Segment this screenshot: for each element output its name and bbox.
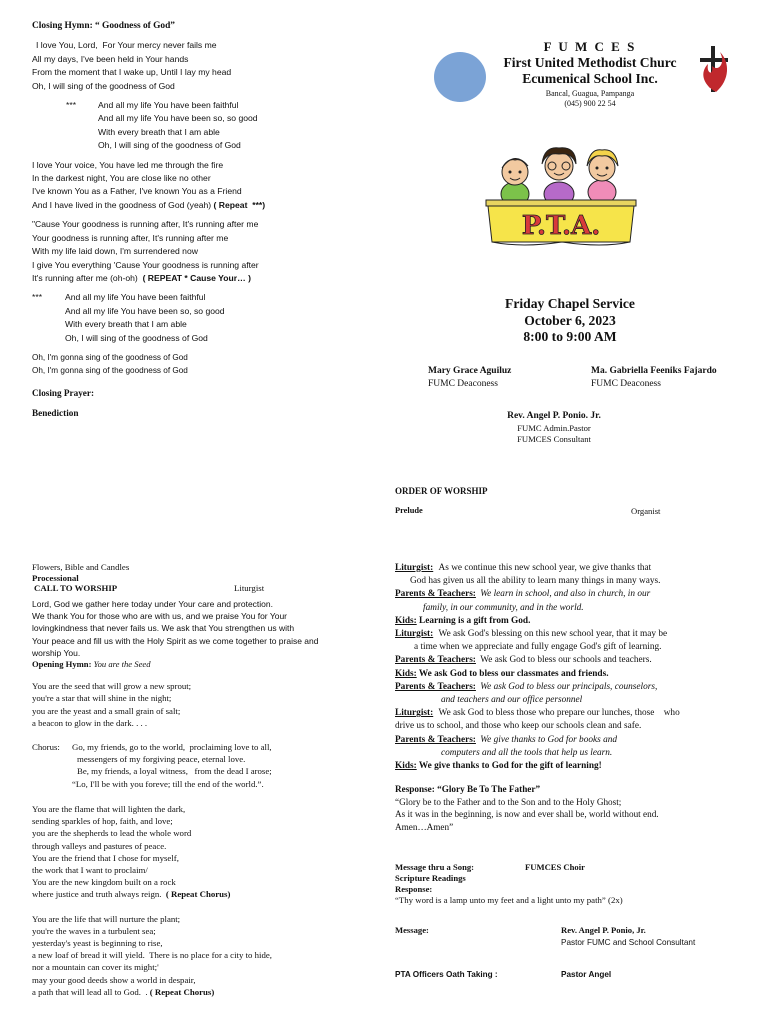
lyric-line: you're the waves in a turbulent sea; bbox=[32, 925, 156, 936]
lyric-line: “Lo, I'll be with you foreve; till the end of the world.”. bbox=[72, 778, 264, 789]
person-name: Mary Grace Aguiluz bbox=[428, 366, 512, 376]
lyric-line: All my days, I've been held in Your hands bbox=[32, 53, 189, 64]
pta-banner-text: P.T.A. bbox=[521, 211, 601, 241]
lyric-line: "Cause Your goodness is running after, It's running after me bbox=[32, 219, 259, 230]
lyric-line: may your good deeds show a world in despair, bbox=[32, 974, 196, 985]
lyric-line: Be, my friends, a loyal witness, from the dead I arose; bbox=[77, 766, 272, 777]
school-acronym: F U M C E S bbox=[543, 39, 637, 54]
organist-label: Organist bbox=[631, 506, 661, 516]
litany-role: Parents & Teachers: bbox=[395, 655, 476, 666]
message-song-label: Message thru a Song: bbox=[395, 862, 475, 872]
chorus-marker: *** bbox=[32, 292, 43, 303]
repeat-note: ( Repeat ***) bbox=[213, 199, 266, 210]
opening-hymn-label: Opening Hymn: bbox=[32, 659, 92, 670]
litany-parents-3 bbox=[395, 681, 740, 707]
litany-role: Parents & Teachers: bbox=[395, 681, 476, 692]
flowers-bible-candles: Flowers, Bible and Candles bbox=[32, 562, 130, 572]
lyric-line: messengers of my forgiving peace, eternal love. bbox=[77, 754, 246, 765]
litany-text: We ask God to bless those who prepare our lunches, those who bbox=[438, 708, 680, 719]
opening-hymn-row bbox=[32, 659, 377, 670]
litany-text: family, in our community, and in the world. bbox=[423, 602, 584, 613]
litany-role: Kids: bbox=[395, 761, 417, 772]
litany-text: We give thanks to God for the gift of learning! bbox=[418, 761, 602, 772]
litany-liturgist-3 bbox=[395, 707, 740, 733]
litany-kids-1 bbox=[395, 615, 740, 628]
litany-role: Parents & Teachers: bbox=[395, 589, 476, 600]
litany-parents-2 bbox=[395, 654, 740, 667]
prayer-line: worship You. bbox=[32, 647, 81, 658]
person-name: Rev. Angel P. Ponio. Jr. bbox=[507, 411, 601, 421]
lyric-line: In the darkest night, You are close like no other bbox=[32, 173, 211, 184]
lyric-line bbox=[32, 199, 372, 212]
lyric-line: You are the new kingdom built on a rock bbox=[32, 877, 176, 888]
litany-section bbox=[395, 562, 740, 834]
lyric-line: you are the shepherds to lead the whole word bbox=[32, 828, 192, 839]
litany-kids-3 bbox=[395, 760, 740, 773]
response-label: Response: bbox=[395, 884, 433, 894]
lyric-line: Oh, I'm gonna sing of the goodness of God bbox=[32, 352, 188, 362]
lyric-line: sending sparkles of hop, faith, and love; bbox=[32, 816, 173, 827]
lyric-line: With every breath that I am able bbox=[65, 319, 187, 330]
litany-parents-4 bbox=[395, 734, 740, 760]
closing-hymn-section bbox=[32, 20, 372, 420]
lyric-line: I've known You as a Father, I've known You as a Friend bbox=[32, 186, 242, 197]
lyric-line: you are the yeast and a small grain of salt; bbox=[32, 705, 181, 716]
message-song-section bbox=[395, 862, 740, 906]
person-role: FUMCES Consultant bbox=[517, 434, 591, 444]
litany-text: We ask God to bless our schools and teachers. bbox=[480, 655, 652, 666]
person-role: FUMC Deaconess bbox=[428, 378, 498, 389]
litany-kids-2 bbox=[395, 668, 740, 681]
litany-role: Liturgist: bbox=[395, 563, 434, 573]
choir-name: FUMCES Choir bbox=[525, 862, 585, 872]
call-to-worship-label: CALL TO WORSHIP bbox=[34, 583, 118, 594]
lyric-text: And I have lived in the goodness of God (yeah) bbox=[32, 199, 212, 210]
pta-oath-officiant: Pastor Angel bbox=[561, 970, 612, 979]
hymn-seed-chorus bbox=[32, 741, 377, 790]
school-phone: (045) 900 22 54 bbox=[564, 98, 616, 108]
litany-liturgist-1 bbox=[395, 562, 740, 588]
response-text: “Thy word is a lamp unto my feet and a light unto my path” (2x) bbox=[395, 895, 623, 905]
lyric-line: And all my life You have been faithful bbox=[98, 100, 239, 111]
litany-liturgist-2 bbox=[395, 628, 740, 654]
litany-role: Parents & Teachers: bbox=[395, 734, 476, 745]
lyric-text: It's running after me (oh-oh) bbox=[32, 272, 138, 283]
repeat-note: ( Repeat Chorus) bbox=[149, 986, 215, 997]
prelude-label: Prelude bbox=[395, 506, 423, 515]
person-role: FUMC Admin.Pastor bbox=[517, 422, 591, 433]
processional-label: Processional bbox=[32, 572, 79, 583]
person-deaconess-2 bbox=[591, 365, 717, 390]
hymn-bridge bbox=[32, 218, 372, 285]
message-label: Message: bbox=[395, 925, 429, 935]
school-name-line2: Ecumenical School Inc. bbox=[522, 71, 658, 86]
repeat-note: ( REPEAT * Cause Your… ) bbox=[142, 272, 251, 283]
message-speaker bbox=[561, 924, 695, 949]
opening-hymn-title: You are the Seed bbox=[93, 659, 151, 670]
lyric-line: I give You everything 'Cause Your goodness is running after bbox=[32, 259, 259, 270]
pta-oath-label: PTA Officers Oath Taking : bbox=[395, 970, 498, 979]
lyric-line: And all my life You have been so, so good bbox=[98, 113, 258, 124]
litany-text: computers and all the tools that help us learn. bbox=[441, 747, 613, 758]
litany-role: Liturgist: bbox=[395, 708, 434, 719]
worship-left-section bbox=[32, 562, 377, 998]
hymn-ending bbox=[32, 352, 372, 377]
person-pastor bbox=[484, 411, 624, 446]
litany-text: God has given us all the ability to learn many things in many ways. bbox=[410, 576, 661, 587]
hymn-chorus-1 bbox=[32, 99, 372, 153]
litany-parents-1 bbox=[395, 588, 740, 614]
benediction-label: Benediction bbox=[32, 407, 79, 418]
litany-text: and teachers and our office personnel bbox=[441, 695, 583, 706]
speaker-name: Rev. Angel P. Ponio, Jr. bbox=[561, 925, 646, 935]
school-header bbox=[484, 39, 696, 108]
lyric-line bbox=[32, 888, 377, 900]
hymn-seed-verse-1 bbox=[32, 680, 377, 729]
person-deaconess-1 bbox=[428, 365, 511, 390]
lyric-line: Go, my friends, go to the world, proclaiming love to all, bbox=[72, 742, 272, 753]
litany-text: a time when we appreciate and fully engage God's gift of learning. bbox=[414, 642, 662, 653]
call-to-worship-prayer bbox=[32, 598, 377, 659]
lyric-text: a path that will lead all to God. . bbox=[32, 986, 148, 997]
litany-role: Liturgist: bbox=[395, 629, 434, 640]
lyric-line: the work that I want to proclaim/ bbox=[32, 864, 148, 875]
lyric-line: You are the flame that will lighten the dark, bbox=[32, 803, 186, 814]
school-address: Bancal, Guagua, Pampanga bbox=[545, 89, 635, 98]
lyric-line: yesterday's yeast is beginning to rise, bbox=[32, 937, 163, 948]
lyric-line: Your goodness is running after, It's running after me bbox=[32, 232, 229, 243]
lyric-line: Oh, I will sing of the goodness of God bbox=[98, 140, 241, 151]
service-time: 8:00 to 9:00 AM bbox=[523, 329, 617, 344]
lyric-line: nor a mountain can cover its might;' bbox=[32, 962, 159, 973]
lyric-line: a new loaf of bread it will yield. There is no place for a city to hide, bbox=[32, 950, 272, 961]
pta-kids-illustration bbox=[482, 142, 640, 254]
lyric-line: With my life laid down, I'm surrendered now bbox=[32, 246, 198, 257]
litany-text: We ask God to bless our principals, counselors, bbox=[480, 681, 658, 692]
prayer-line: Your peace and fill us with the Holy Spirit as we come together to praise and bbox=[32, 635, 319, 646]
cross-and-flame-icon bbox=[696, 44, 732, 101]
lyric-line bbox=[32, 272, 372, 285]
litany-text: Learning is a gift from God. bbox=[419, 615, 531, 626]
service-info bbox=[470, 296, 670, 346]
school-logo bbox=[434, 52, 486, 102]
lyric-line: And all my life You have been so, so good bbox=[65, 305, 225, 316]
repeat-note: ( Repeat Chorus) bbox=[165, 889, 231, 900]
lyric-line: through valleys and pastures of peace. bbox=[32, 840, 167, 851]
lyric-line: Oh, I will sing of the goodness of God bbox=[65, 332, 208, 343]
response-line: As it was in the beginning, is now and ever shall be, world without end. bbox=[395, 809, 659, 820]
message-song-row bbox=[395, 862, 740, 873]
litany-role: Kids: bbox=[395, 668, 417, 679]
call-to-worship-row bbox=[32, 583, 377, 594]
lyric-line: I love Your voice, You have led me through the fire bbox=[32, 159, 224, 170]
lyric-line: You are the seed that will grow a new sprout; bbox=[32, 681, 192, 692]
gloria-response bbox=[395, 783, 740, 833]
person-name: Ma. Gabriella Feeniks Fajardo bbox=[591, 366, 717, 376]
lyric-line: you're a star that will shine in the night; bbox=[32, 693, 172, 704]
litany-text: We give thanks to God for books and bbox=[480, 734, 618, 745]
lyric-line: Oh, I will sing of the goodness of God bbox=[32, 80, 175, 91]
order-of-worship-title: ORDER OF WORSHIP bbox=[395, 486, 488, 496]
prayer-line: We thank You for those who are with us, and we praise You for Your bbox=[32, 611, 288, 622]
hymn-chorus-2 bbox=[32, 291, 372, 345]
lyric-line: You are the friend that I chose for myself, bbox=[32, 852, 179, 863]
closing-hymn-label: Closing Hymn: “ Goodness of God” bbox=[32, 21, 175, 31]
service-title: Friday Chapel Service bbox=[505, 296, 635, 311]
chorus-marker: *** bbox=[66, 100, 77, 111]
closing-prayer-label: Closing Prayer: bbox=[32, 388, 95, 399]
speaker-role: Pastor FUMC and School Consultant bbox=[561, 937, 696, 947]
litany-text: We learn in school, and also in church, in our bbox=[480, 589, 651, 600]
lyric-line bbox=[32, 986, 377, 998]
response-line: “Glory be to the Father and to the Son and to the Holy Ghost; bbox=[395, 796, 622, 807]
response-line: Amen…Amen” bbox=[395, 822, 454, 833]
hymn-seed-verse-2 bbox=[32, 803, 377, 901]
lyric-line: Oh, I'm gonna sing of the goodness of God bbox=[32, 365, 188, 375]
scripture-label: Scripture Readings bbox=[395, 873, 466, 883]
prayer-line: lovingkindness that never fails us. We ask that You strengthen us with bbox=[32, 623, 295, 634]
person-role: FUMC Deaconess bbox=[591, 378, 661, 389]
lyric-line: You are the life that will nurture the plant; bbox=[32, 913, 181, 924]
hymn-verse-1 bbox=[32, 39, 372, 93]
lyric-text: where justice and truth always reign. bbox=[32, 889, 162, 900]
litany-text: We ask God's blessing on this new school year, that it may be bbox=[438, 629, 668, 640]
lyric-line: From the moment that I wake up, Until I lay my head bbox=[32, 67, 232, 78]
lyric-line: a beacon to glow in the dark. . . . bbox=[32, 717, 148, 728]
litany-role: Kids: bbox=[395, 615, 417, 626]
school-name-line1: First United Methodist Churc bbox=[503, 55, 677, 70]
lyric-line: With every breath that I am able bbox=[98, 126, 220, 137]
lyric-line: I love You, Lord, For Your mercy never fails me bbox=[36, 40, 217, 51]
litany-text: As we continue this new school year, we give thanks that bbox=[438, 563, 652, 573]
response-title: Response: “Glory Be To The Father” bbox=[395, 784, 541, 795]
liturgist-label: Liturgist bbox=[234, 583, 265, 594]
litany-text: drive us to school, and those who keep our schools clean and safe. bbox=[395, 721, 642, 732]
hymn-verse-2 bbox=[32, 159, 372, 213]
prayer-line: Lord, God we gather here today under Your care and protection. bbox=[32, 598, 273, 609]
litany-text: We ask God to bless our classmates and friends. bbox=[418, 668, 609, 679]
chorus-label: Chorus: bbox=[32, 742, 60, 753]
service-date: October 6, 2023 bbox=[524, 312, 616, 328]
hymn-seed-verse-3 bbox=[32, 913, 377, 998]
lyric-line: And all my life You have been faithful bbox=[65, 292, 206, 303]
